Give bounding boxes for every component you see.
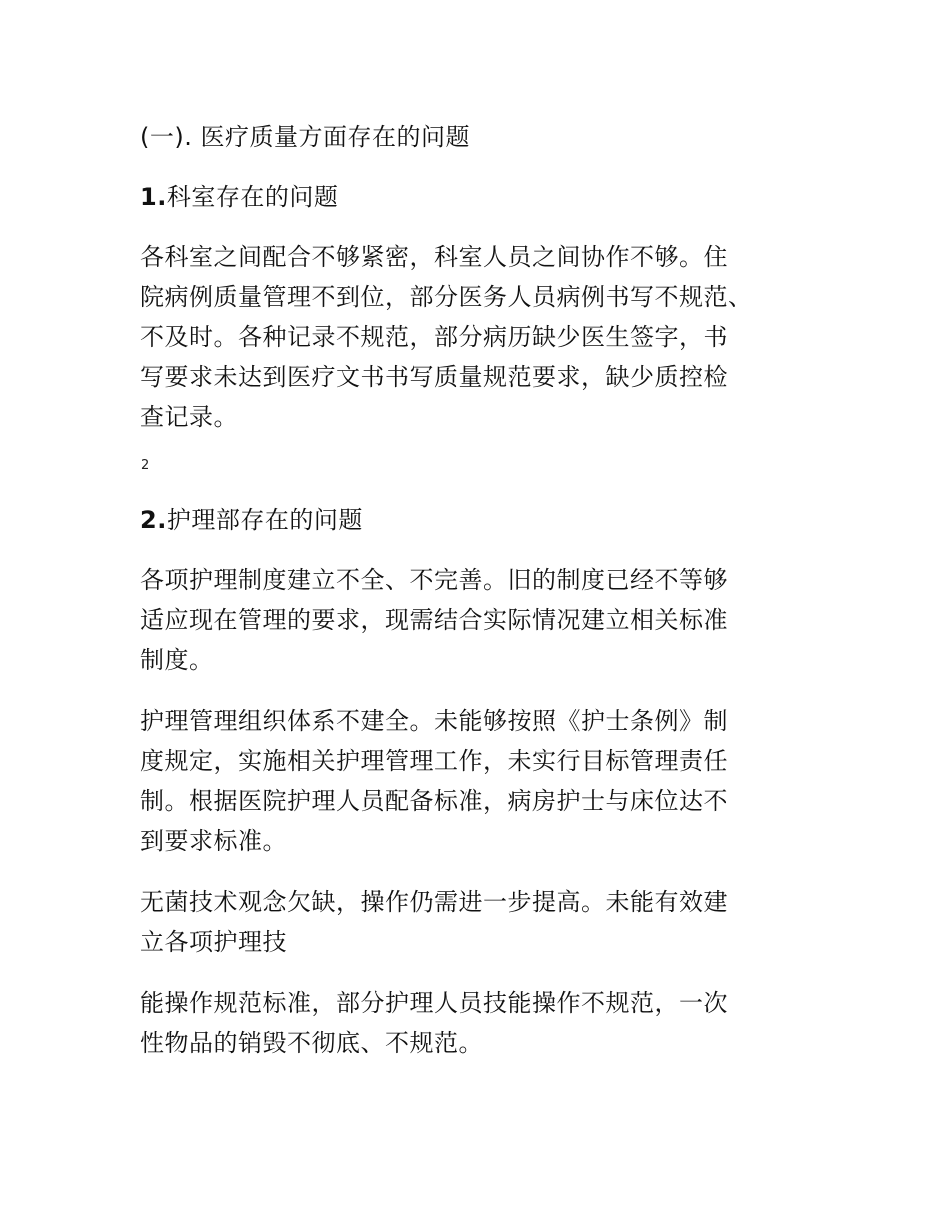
paragraph-5: 能操作规范标准，部分护理人员技能操作不规范，一次 性物品的销毁不彻底、不规范。 <box>140 989 728 1057</box>
paragraph-2: 各项护理制度建立不全、不完善。旧的制度已经不等够 适应现在管理的要求，现需结合实际情况建立相关标准 制度。 <box>140 566 728 674</box>
paragraph-4: 无菌技术观念欠缺，操作仍需进一步提高。未能有效建 立各项护理技 <box>140 888 728 956</box>
subsection-heading-2 <box>140 500 800 540</box>
paragraph-3: 护理管理组织体系不建全。未能够按照《护士条例》制 度规定，实施相关护理管理工作，未实行目标管理责任 制。根据医院护理人员配备标准，病房护士与床位达不 到要求标准。 <box>140 707 728 855</box>
subsection-title-2: 护理部存在的问题 <box>166 506 363 534</box>
subsection-number-2: 2. <box>140 506 167 534</box>
section-title: (一). 医疗质量方面存在的问题 <box>140 123 470 151</box>
page-number: 2 <box>141 458 150 473</box>
subsection-number-1: 1. <box>140 183 167 211</box>
subsection-title-1: 科室存在的问题 <box>166 183 339 211</box>
subsection-heading-1 <box>140 177 800 217</box>
paragraph-1: 各科室之间配合不够紧密，科室人员之间协作不够。住 院病例质量管理不到位，部分医务人员病例书写不规范、 不及时。各种记录不规范，部分病历缺少医生签字，书 写要求未达到医疗文书书写质量规范要求，缺少质控检 查记录。 <box>140 243 753 431</box>
